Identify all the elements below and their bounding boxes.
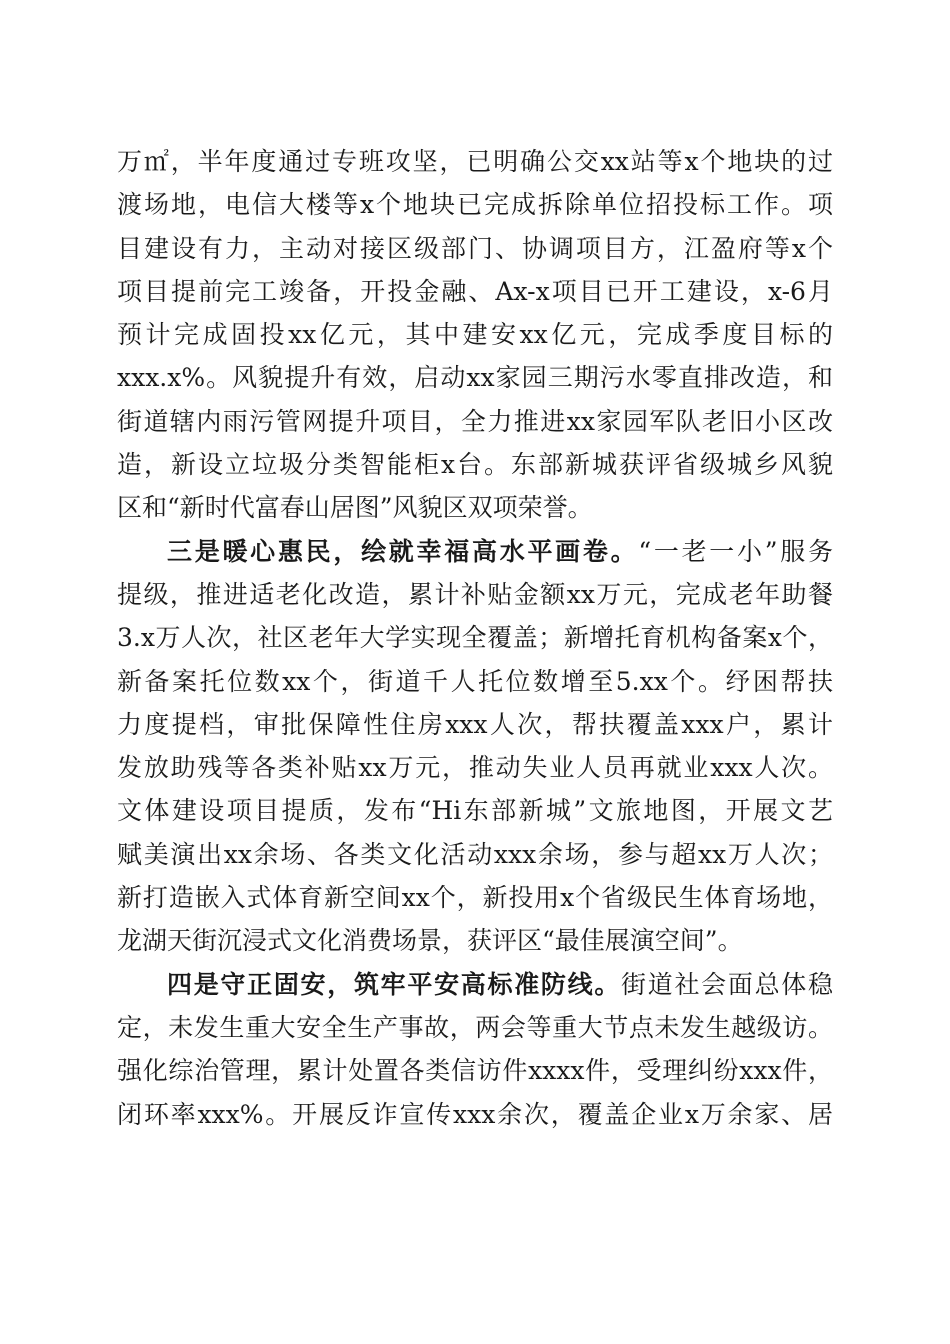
paragraph-3-heading: 三是暖心惠民，绘就幸福高水平画卷。 xyxy=(167,536,639,566)
text-line: 提级，推进适老化改造，累计补贴金额xx万元，完成老年助餐 xyxy=(117,579,833,609)
text-line: 造，新设立垃圾分类智能柜x台。东部新城获评省级城乡风貌 xyxy=(117,450,833,480)
text-line: 目建设有力，主动对接区级部门、协调项目方，江盈府等x个 xyxy=(117,233,833,263)
text-line: 区和“新时代富春山居图”风貌区双项荣誉。 xyxy=(117,493,593,523)
paragraph-3-lead-text: “一老一小”服务 xyxy=(638,536,833,566)
text-line: 新备案托位数xx个，街道千人托位数增至5.xx个。纾困帮扶 xyxy=(117,666,833,696)
text-line: 项目提前完工竣备，开投金融、Ax-x项目已开工建设，x-6月 xyxy=(117,276,833,306)
text-line: 强化综治管理，累计处置各类信访件xxxx件，受理纠纷xxx件， xyxy=(117,1056,833,1086)
text-line: 文体建设项目提质，发布“Hi东部新城”文旅地图，开展文艺 xyxy=(117,796,833,826)
text-line: 发放助残等各类补贴xx万元，推动失业人员再就业xxx人次。 xyxy=(117,753,833,783)
text-line: 3.x万人次，社区老年大学实现全覆盖；新增托育机构备案x个， xyxy=(117,623,833,653)
text-line: 渡场地，电信大楼等x个地块已完成拆除单位招投标工作。项 xyxy=(117,190,833,220)
paragraph-4-lead-text: 街道社会面总体稳 xyxy=(621,969,833,999)
text-line: 万㎡，半年度通过专班攻坚，已明确公交xx站等x个地块的过 xyxy=(117,147,833,176)
text-line: 新打造嵌入式体育新空间xx个，新投用x个省级民生体育场地， xyxy=(117,883,833,913)
text-line: 定，未发生重大安全生产事故，两会等重大节点未发生越级访。 xyxy=(117,1012,833,1042)
text-line: 街道辖内雨污管网提升项目，全力推进xx家园军队老旧小区改 xyxy=(117,406,833,436)
text-line: 力度提档，审批保障性住房xxx人次，帮扶覆盖xxx户，累计 xyxy=(117,709,833,739)
text-line: xxx.x%。风貌提升有效，启动xx家园三期污水零直排改造，和 xyxy=(117,363,833,393)
body-text xyxy=(117,140,833,1136)
text-line: 预计完成固投xx亿元，其中建安xx亿元，完成季度目标的 xyxy=(117,320,833,350)
paragraph-4-first-line xyxy=(117,963,833,1006)
paragraph-3-first-line xyxy=(117,530,833,573)
paragraph-4-heading: 四是守正固安，筑牢平安高标准防线。 xyxy=(167,969,622,999)
text-line: 龙湖天街沉浸式文化消费场景，获评区“最佳展演空间”。 xyxy=(117,926,743,956)
text-line: 闭环率xxx%。开展反诈宣传xxx余次，覆盖企业x万余家、居 xyxy=(117,1099,833,1129)
text-line: 赋美演出xx余场、各类文化活动xxx余场，参与超xx万人次； xyxy=(117,839,833,869)
